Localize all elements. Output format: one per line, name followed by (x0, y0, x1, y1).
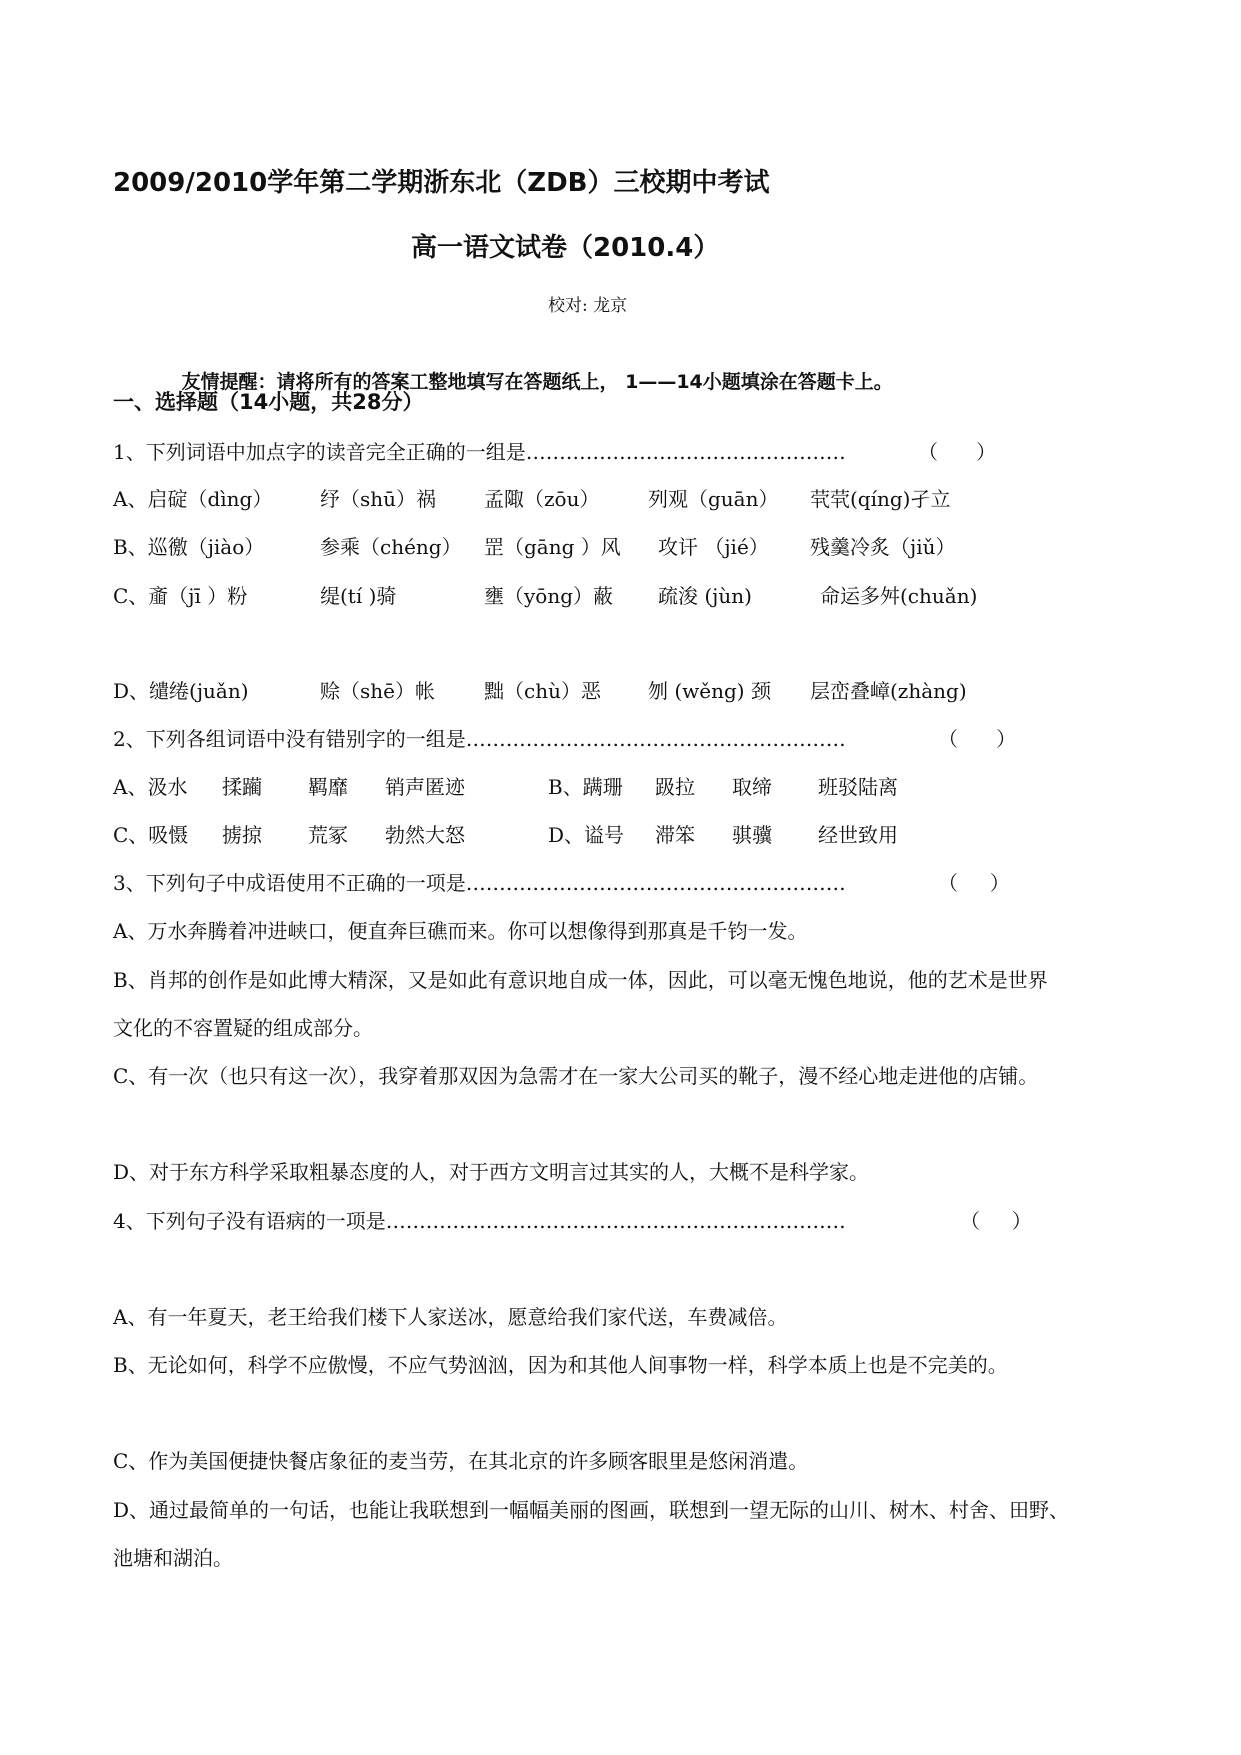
option-item: 羁靡 (308, 775, 348, 799)
option-item: 荒冢 (308, 823, 348, 847)
option-item: 列观（guān） (648, 487, 779, 511)
proofreader-credit: 校对: 龙京 (548, 296, 628, 316)
option-item: 销声匿迹 (385, 775, 465, 799)
exam-title: 2009/2010学年第二学期浙东北（ZDB）三校期中考试 (113, 168, 770, 198)
option-item: 孟陬（zōu） (484, 487, 600, 511)
option-item: 层峦叠嶂(zhàng) (810, 679, 967, 703)
question-3-answer-bracket: （ ） (938, 871, 1010, 895)
question-3-option-b: B、肖邦的创作是如此博大精深，又是如此有意识地自成一体，因此，可以毫无愧色地说，他的艺术是世界 (113, 968, 1048, 992)
question-4-stem: 4、下列句子没有语病的一项是…………………………………………………………… (113, 1209, 846, 1233)
option-item: 趿拉 (655, 775, 695, 799)
option-item: 勃然大怒 (385, 823, 465, 847)
option-item: B、蹒珊 (548, 775, 623, 799)
option-item: 掳掠 (222, 823, 262, 847)
question-4-option-d-continued: 池塘和湖泊。 (113, 1546, 233, 1570)
option-item: 骐骥 (732, 823, 772, 847)
option-item: 黜（chù）恶 (484, 679, 601, 703)
question-3-option-a: A、万水奔腾着冲进峡口，便直奔巨礁而来。你可以想像得到那真是千钧一发。 (113, 919, 808, 943)
option-item: 茕茕(qíng)孑立 (810, 487, 951, 511)
option-item: 赊（shē）帐 (320, 679, 435, 703)
option-item: 命运多舛(chuǎn) (820, 584, 978, 608)
option-item: 纾（shū）祸 (320, 487, 437, 511)
option-item: D、缱绻(juǎn) (113, 679, 249, 703)
question-1-answer-bracket: （ ） (918, 440, 997, 464)
option-item: C、齑（jī ）粉 (113, 584, 248, 608)
option-item: A、汲水 (113, 775, 188, 799)
exam-subtitle: 高一语文试卷（2010.4） (411, 233, 720, 263)
question-1-stem: 1、下列词语中加点字的读音完全正确的一组是………………………………………… (113, 440, 846, 464)
option-item: D、谥号 (548, 823, 625, 847)
option-item: 刎 (wěng) 颈 (648, 679, 771, 703)
question-4-option-c: C、作为美国便捷快餐店象征的麦当劳，在其北京的许多顾客眼里是悠闲消遣。 (113, 1449, 809, 1473)
option-item: 壅（yōng）蔽 (484, 584, 614, 608)
option-item: 滞笨 (655, 823, 695, 847)
option-item: 缇(tí )骑 (320, 584, 397, 608)
question-3-option-c: C、有一次（也只有这一次），我穿着那双因为急需才在一家大公司买的靴子，漫不经心地走进他的店铺。 (113, 1064, 1039, 1088)
question-3-stem: 3、下列句子中成语使用不正确的一项是………………………………………………… (113, 871, 846, 895)
option-item: C、吸慑 (113, 823, 189, 847)
question-3-option-d: D、对于东方科学采取粗暴态度的人，对于西方文明言过其实的人，大概不是科学家。 (113, 1160, 870, 1184)
option-item: 取缔 (732, 775, 772, 799)
question-4-option-d: D、通过最简单的一句话，也能让我联想到一幅幅美丽的图画，联想到一望无际的山川、树木、村舍、田野、 (113, 1498, 1070, 1522)
option-item: 罡（gāng ）风 (484, 535, 621, 559)
option-item: 参乘（chéng） (320, 535, 462, 559)
question-4-option-a: A、有一年夏天，老王给我们楼下人家送冰，愿意给我们家代送，车费减倍。 (113, 1305, 788, 1329)
question-2-stem: 2、下列各组词语中没有错别字的一组是………………………………………………… (113, 727, 846, 751)
option-item: 揉躏 (222, 775, 262, 799)
option-item: 残羹冷炙（jiǔ） (810, 535, 956, 559)
question-2-answer-bracket: （ ） (938, 727, 1017, 751)
question-3-option-b-continued: 文化的不容置疑的组成部分。 (113, 1016, 373, 1040)
question-4-option-b: B、无论如何，科学不应傲慢，不应气势汹汹，因为和其他人间事物一样，科学本质上也是不完美的。 (113, 1353, 1008, 1377)
option-item: 攻讦 （jié） (658, 535, 769, 559)
option-item: A、启碇（dìng） (113, 487, 273, 511)
tip-text: 请将所有的答案工整地填写在答题纸上， 1——14小题填涂在答题卡上。 (276, 371, 893, 393)
question-4-answer-bracket: （ ） (960, 1209, 1032, 1233)
option-item: 疏浚 (jùn) (658, 584, 752, 608)
option-item: 经世致用 (818, 823, 898, 847)
option-item: B、巡徼（jiào） (113, 535, 265, 559)
section-heading: 一、选择题（14小题，共28分） (113, 390, 424, 414)
tip-label: 友情提醒： (181, 371, 277, 393)
option-item: 班驳陆离 (818, 775, 898, 799)
